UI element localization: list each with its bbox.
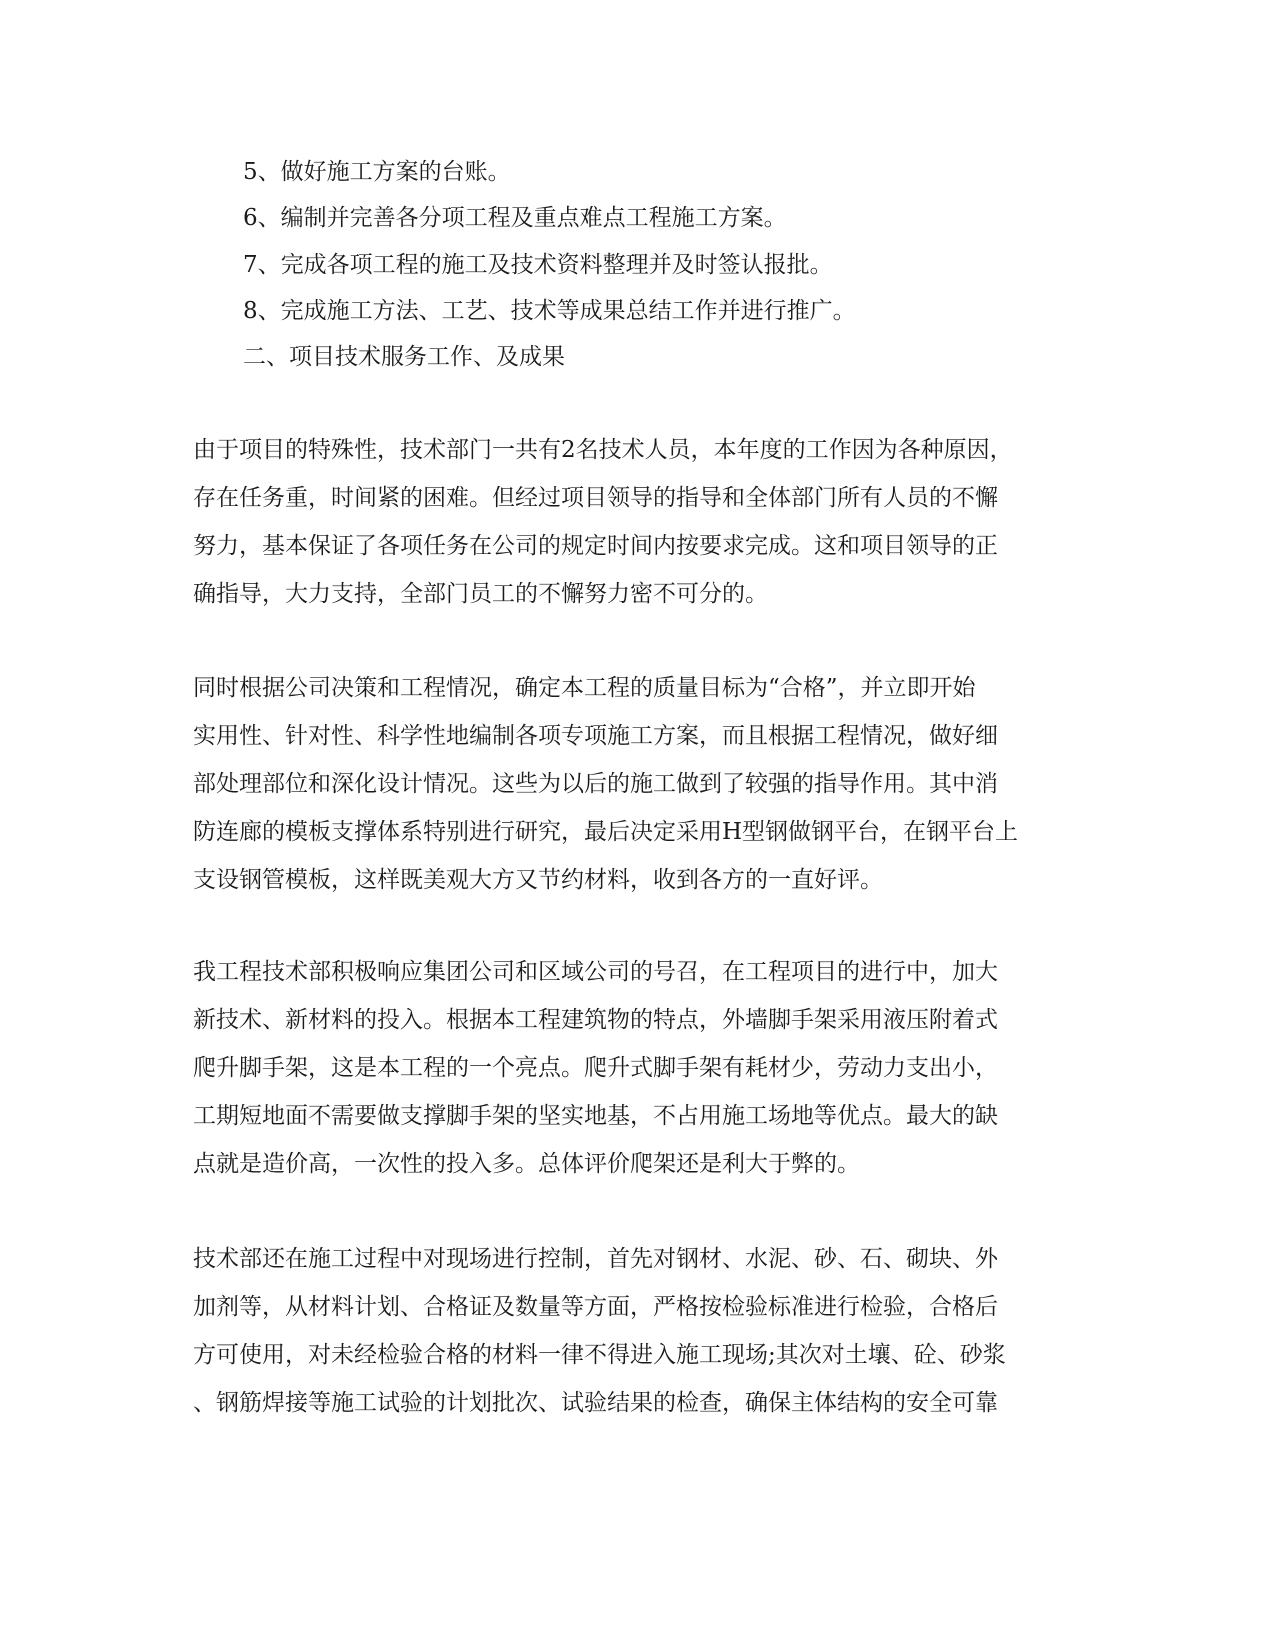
paragraph-line: 存在任务重，时间紧的困难。但经过项目领导的指导和全体部门所有人员的不懈 [193,485,998,511]
list-item-8: 8、完成施工方法、工艺、技术等成果总结工作并进行推广。 [243,298,856,324]
paragraph-1 [193,426,1093,618]
list-item-6: 6、编制并完善各分项工程及重点难点工程施工方案。 [243,205,787,231]
paragraph-line: 确指导，大力支持，全部门员工的不懈努力密不可分的。 [193,581,768,607]
paragraph-line: 支设钢管模板，这样既美观大方又节约材料，收到各方的一直好评。 [193,867,883,893]
paragraph-line: 点就是造价高，一次性的投入多。总体评价爬架还是利大于弊的。 [193,1151,860,1177]
paragraph-line: 爬升脚手架，这是本工程的一个亮点。爬升式脚手架有耗材少，劳动力支出小， [193,1055,998,1081]
paragraph-line: 由于项目的特殊性，技术部门一共有2名技术人员，本年度的工作因为各种原因， [193,437,1013,463]
paragraph-line: 努力，基本保证了各项任务在公司的规定时间内按要求完成。这和项目领导的正 [193,533,998,559]
paragraph-3 [193,948,1093,1188]
list-item-7: 7、完成各项工程的施工及技术资料整理并及时签认报批。 [243,252,833,278]
paragraph-line: 新技术、新材料的投入。根据本工程建筑物的特点，外墙脚手架采用液压附着式 [193,1007,998,1033]
paragraph-line: 工期短地面不需要做支撑脚手架的坚实地基，不占用施工场地等优点。最大的缺 [193,1103,998,1129]
paragraph-4 [193,1235,1093,1427]
paragraph-line: 防连廊的模板支撑体系特别进行研究，最后决定采用H型钢做钢平台，在钢平台上 [193,819,1019,845]
paragraph-line: 技术部还在施工过程中对现场进行控制，首先对钢材、水泥、砂、石、砌块、外 [193,1246,998,1272]
paragraph-line: 部处理部位和深化设计情况。这些为以后的施工做到了较强的指导作用。其中消 [193,771,998,797]
paragraph-line: 、钢筋焊接等施工试验的计划批次、试验结果的检查，确保主体结构的安全可靠 [193,1390,998,1416]
paragraph-line: 方可使用，对未经检验合格的材料一律不得进入施工现场;其次对土壤、砼、砂浆 [193,1342,1006,1368]
paragraph-line: 同时根据公司决策和工程情况，确定本工程的质量目标为“合格”，并立即开始 [193,675,976,701]
section-heading: 二、项目技术服务工作、及成果 [243,344,565,370]
paragraph-line: 实用性、针对性、科学性地编制各项专项施工方案，而且根据工程情况，做好细 [193,723,998,749]
paragraph-2 [193,664,1093,904]
paragraph-line: 加剂等，从材料计划、合格证及数量等方面，严格按检验标准进行检验，合格后 [193,1294,998,1320]
paragraph-line: 我工程技术部积极响应集团公司和区域公司的号召，在工程项目的进行中，加大 [193,959,998,985]
list-item-5: 5、做好施工方案的台账。 [243,159,511,185]
